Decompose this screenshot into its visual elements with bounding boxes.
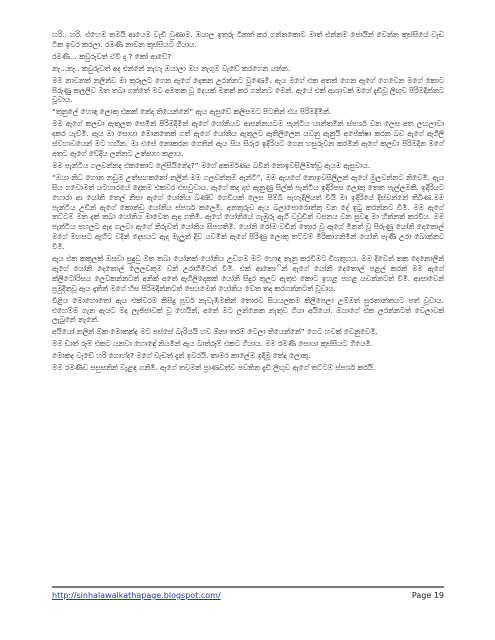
paragraph: මොකද වැඩේ හරි ගොහ්ද? මගේ වැඩත් දැන් ඉවරයි. කාමර කාලේම ඉදිමූ තේද ලොකු. — [52, 351, 311, 361]
paragraph: “තුනුලේ හොඳ ලොකු එකක් නේද තියෙන්නේ” ඇය ඇසුවේ කලිසමට පිටතින් එය පිරිමදිමින්. — [52, 107, 332, 117]
paragraph: විළිය මොහොතෝ ඇය එක්වරම කිසිදු පූර්ව නැවැඹීමකින් තොරව සියයලකම කිලිපෙලා උම්මත් සුරතාන්තයට පත් වූවාය. එහෙම්ම ගැන ඇයට මද ලැජ්ජාවක් වූ හෙයින්, අනේ මට ලන්නෙක නැතුව ගියා අයියෝ. ඔයාගේ එක ලරන්නටත් වෙලාවක් ලැබුනේ නැනේ. — [52, 295, 444, 325]
page-body — [52, 30, 444, 375]
paragraph: “ඔයා නිධ ගොන නඩුම උත්සහකනෝ නලින් මම ගලවන්නම් ඇන්ටි”, මම ඇයගේ නොඉවසිලිලන් ඇයේ මුලවන්නට නිවෙමි. ඇය සිය ගවොමත් යටහාරයේ දෙකම එකවර එසවුවාය. ඇගේ කද දළු ඇනුණු සිල්ක් පැන්ටිය ඉදිරිපස ලොකු තෙත පැල්ලමකි. ඉදිරියට හොරා ආ යෝනි තෙල් නිසා ඇගේ යෝනිය බණ්ඩ් ගෙඩියක් ලෙස පිම්බී පැහැදිලියත් වියි මා ඉදිරියේ දිස්වන්නේ තිබිණ.මම පැන්ටිය උඩින් ඇගේ කොන්ඩු යෝනිය ස්පර්ශ කලෙමි. අනතුරුව ඇය බලාපොරොත්තු වන දේ ඉටු කරන්නට විමි. මම ඇගේ තට්ටම් මත දක් තබා යෝනිය මාවෙත ඇද ගතිමි. ඇගේ යෝනියේ ගැඹුරු ඇගී වවුඩින් වසනය වන සුවඳ මා හින්නත් කරවිය. මම පැන්ටිය පහලට ඇද ගලවා ඇගේ නිරුවත් යෝනිය සිපගතිමි. යෝනි රෝම වඩින් තොර වූ ඇගේ මිනත් වූ පිරුණු යෝනි දෙතොල් මගේ මහසට ඇහිට වදින් දෙසයට ඇද මැලුත් දිව යවමින් ඇගේ පිරිණු ලොකු තට්ටම් මිරිකාගනිමින් යෝනි පැණි උරා බොන්නට විමි. — [52, 172, 444, 252]
paragraph: මම රමණීව සසුසනින් වැළඳ ගනිමි. ඇගේ තවමත් ප්‍රාණවත්ව පවතින දැඩි ලිඟුව ඇගේ තට්ටම් ස්පර්ශ කරයි. — [52, 363, 376, 373]
paragraph: අයියෝ නලින් ඕක මොකක්ද මට පස්සේ බැරියයි හව ඕනා තරම් වෙලා තියෙන්නේ” ගෙට හවක් වෙනුවෙමි. — [52, 327, 378, 337]
paragraph: මම පැන්ටිය ගලවන්නද එකකොට ලේසියිනේද?” මගේ අකර්මණ්‍ය බවින් නොඉවසිලිමත්වූ ඇයම ඇසුවාය. — [52, 160, 371, 170]
paragraph: මම නාවනත් නලින්ව මා කුරුලට ගෙන ඇගේ දෙකන උරන්නට වුණෙමි. ඇය මගේ එක අතක් ගෙන ඇගේ ගෙවෙන මගේ කොට පිරුණු කලලිව මත තබා ගත්තේ මට අමතක වූ දෙයක් මතක් කර ගන්නට මෙන්. ඇයේ එක් ආශාවක් මගේ දැඩිවූ ලිඟුව පිරිමදින්නට වූවාය. — [52, 75, 444, 105]
paragraph: රමණී... කවුරුවත් ඒවි ද ? කෝ ආවේ? — [52, 51, 172, 61]
paragraph: හරි.. හරි. එහෙම තමයි ආයෙම වැඩි වුණාම. ඔයාල ඉතුරු ටිකත් කර ගන්නකොට මාත් එන්නම් ජොයින් වෙන්න කුස්සියේ වැඩ ටික ඉවර කරලා. රමණී නාවන කුස්සියට ගියාය. — [52, 30, 444, 49]
paragraph: ඇය එක කකුලක් ඔසවා සුදුවු මත තබා යෝනක් යෝනිය උඩගම මට හොඳ තැනු කරවිමට විශතූහය. මම දිවෙන් තක දෙනොලින් ඇගේ යෝනි දෙතොල් ලෙලවකුම වන් උරාගිමිටත් වීමි. එක් ආකොින් ඇගේ යෝනි දෙතොල් පළල් කරන් මම ඇගේ ක්ලිටෝරිසය ලෙවකන්නටත් අනික් අතේ ඇගිලිදෙකක් යෝනි සිදුර තුලට ඇතුළු කොට ඉහළ පහළ යවන්නටත් වීමි. ආසාවෙන් ප්‍රමුදිතවූ ඇය දෑතින් මගේ හිස පිරිමදින්නටත් සෙයමෙන් යෝනිය වෙත තද කරගන්නටත් වූවාය. — [52, 254, 444, 293]
page-number: Page 19 — [411, 591, 444, 600]
footer-divider — [52, 586, 444, 588]
footer-url-link[interactable]: http://sinhalawalkathapage.blogspot.com/ — [52, 591, 221, 600]
paragraph: මම ඇගේ කලවා ඇතුලත සෙමින් පිරිමදිමින් ඇගේ යෝනියට ආසන්නයටම පැන්ටිය යාන්තමින් ස්පර්ශ වන ලෙස අත ලඟලාවා දකර යැව්මි. ඇය මා සොයා මොනතෙක් ගත් ඇගේ යෝනිය ඇතුලට ඇතිලිලෙන යවනු ඇනුයි අපේක්ෂා කරන බව ඇගේ ඇගිලි ස්වහාවයෙන් මට හඟින. මා එසේ නොකරන ගෙතින් ඇය සිය සිරුර ඉදිරියට ගෙන හසුරුවන කරමින් ඇගේ කලවා පිරිමදින මගේ අතට ඇගේ වේදිය ලන්නට උත්සාහ කළාය. — [52, 119, 444, 158]
paragraph: නෑ...නෑ.. කවුරුවත් අද එන්නේ නැහැ ඔයාලා ඔය නැගුම වැඩේ කරගෙන යන්න. — [52, 63, 291, 73]
paragraph: මම ඩාත් රූම් එකට යනවා හොඳේ නියමින් ඇය බාත්රූම් එකට ගියාය. මම රමණි සොයා කුස්සියට ගියෙමි. — [52, 339, 373, 349]
